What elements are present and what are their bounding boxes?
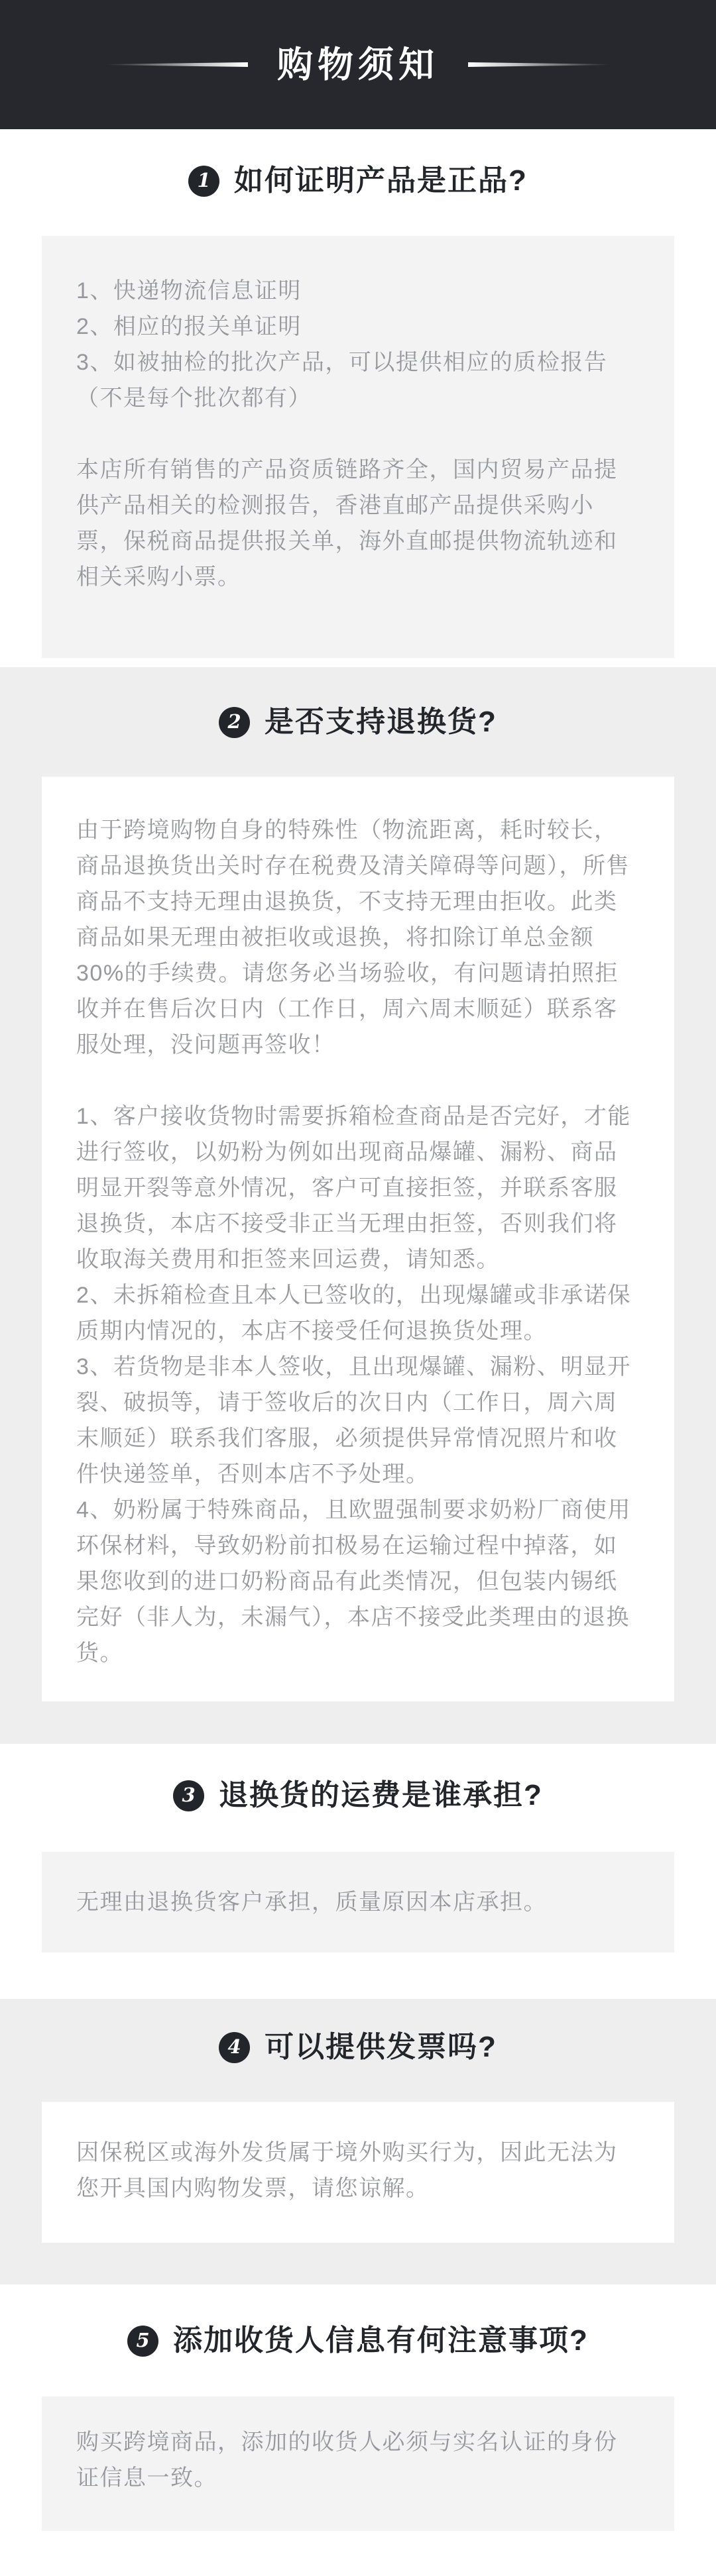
section-2-title: 是否支持退换货? bbox=[265, 706, 497, 738]
section-2-list-item: 2、未拆箱检查且本人已签收的，出现爆罐或非承诺保质期内情况的，本店不接受任何退换货处理。 bbox=[76, 1283, 631, 1344]
header-flourish-left-icon bbox=[105, 62, 248, 67]
section-2-list-item: 4、奶粉属于特殊商品，且欧盟强制要求奶粉厂商使用环保材料，导致奶粉前扣极易在运输过程中掉落，如果您收到的进口奶粉商品有此类情况，但包装内锡纸完好（非人为，未漏气），本店不接受此类理由的退换货。 bbox=[76, 1497, 631, 1666]
section-2-list-item: 1、客户接收货物时需要拆箱检查商品是否完好，才能进行签收，以奶粉为例如出现商品爆罐、漏粉、商品明显开裂等意外情况，客户可直接拒签，并联系客服退换货，本店不接受非正当无理由拒签，否则我们将收取海关费用和拒签来回运费，请知悉。 bbox=[76, 1104, 631, 1272]
section-3-number-badge: 3 bbox=[173, 1780, 204, 1811]
section-4-paragraph: 因保税区或海外发货属于境外购买行为，因此无法为您开具国内购物发票，请您谅解。 bbox=[76, 2140, 618, 2201]
section-2-band bbox=[0, 667, 716, 1744]
section-5-body-box bbox=[42, 2396, 674, 2531]
section-5-title: 添加收货人信息有何注意事项? bbox=[173, 2324, 589, 2357]
section-1-body-box bbox=[42, 236, 674, 658]
section-1-title: 如何证明产品是正品? bbox=[234, 164, 528, 197]
page-title: 购物须知 bbox=[277, 44, 439, 85]
section-3-body-box bbox=[42, 1852, 674, 1953]
header-flourish-right-icon bbox=[468, 62, 611, 67]
section-2-heading bbox=[0, 706, 716, 739]
section-4-number-badge: 4 bbox=[219, 2032, 250, 2063]
section-1-number-badge: 1 bbox=[188, 166, 219, 197]
section-4-heading bbox=[0, 2031, 716, 2064]
section-1-paragraph: 本店所有销售的产品资质链路齐全，国内贸易产品提供产品相关的检测报告，香港直邮产品提供采购小票，保税商品提供报关单，海外直邮提供物流轨迹和相关采购小票。 bbox=[76, 457, 618, 590]
section-1-list-item: 3、如被抽检的批次产品，可以提供相应的质检报告（不是每个批次都有） bbox=[76, 350, 608, 411]
section-1-list-item: 1、快递物流信息证明 bbox=[76, 278, 302, 303]
section-1-list-item: 2、相应的报关单证明 bbox=[76, 314, 302, 339]
section-2-body-box bbox=[42, 777, 674, 1701]
section-4-body-box bbox=[42, 2102, 674, 2243]
section-5-heading bbox=[0, 2324, 716, 2357]
section-3-title: 退换货的运费是谁承担? bbox=[219, 1779, 543, 1811]
section-3-heading bbox=[0, 1779, 716, 1812]
section-2-number-badge: 2 bbox=[219, 707, 250, 738]
section-2-paragraph: 由于跨境购物自身的特殊性（物流距离，耗时较长，商品退换货出关时存在税费及清关障碍等问题），所售商品不支持无理由退换货，不支持无理由拒收。此类商品如果无理由被拒收或退换，将扣除订单总金额30%的手续费。请您务必当场验收，有问题请拍照拒收并在售后次日内（工作日，周六周末顺延）联系客服处理，没问题再签收！ bbox=[76, 818, 630, 1057]
section-3-paragraph: 无理由退换货客户承担，质量原因本店承担。 bbox=[76, 1890, 547, 1915]
section-5-number-badge: 5 bbox=[127, 2326, 158, 2357]
paragraph-spacer bbox=[76, 1063, 640, 1099]
paragraph-spacer bbox=[76, 416, 640, 452]
section-2-list-item: 3、若货物是非本人签收，且出现爆罐、漏粉、明显开裂、破损等，请于签收后的次日内（工作日，周六周末顺延）联系我们客服，必须提供异常情况照片和收件快递签单，否则本店不予处理。 bbox=[76, 1354, 631, 1487]
section-4-title: 可以提供发票吗? bbox=[265, 2031, 497, 2063]
section-1-heading bbox=[0, 164, 716, 197]
section-4-band bbox=[0, 1999, 716, 2284]
section-5-paragraph: 购买跨境商品，添加的收货人必须与实名认证的身份证信息一致。 bbox=[76, 2430, 618, 2491]
page-header bbox=[0, 0, 716, 129]
